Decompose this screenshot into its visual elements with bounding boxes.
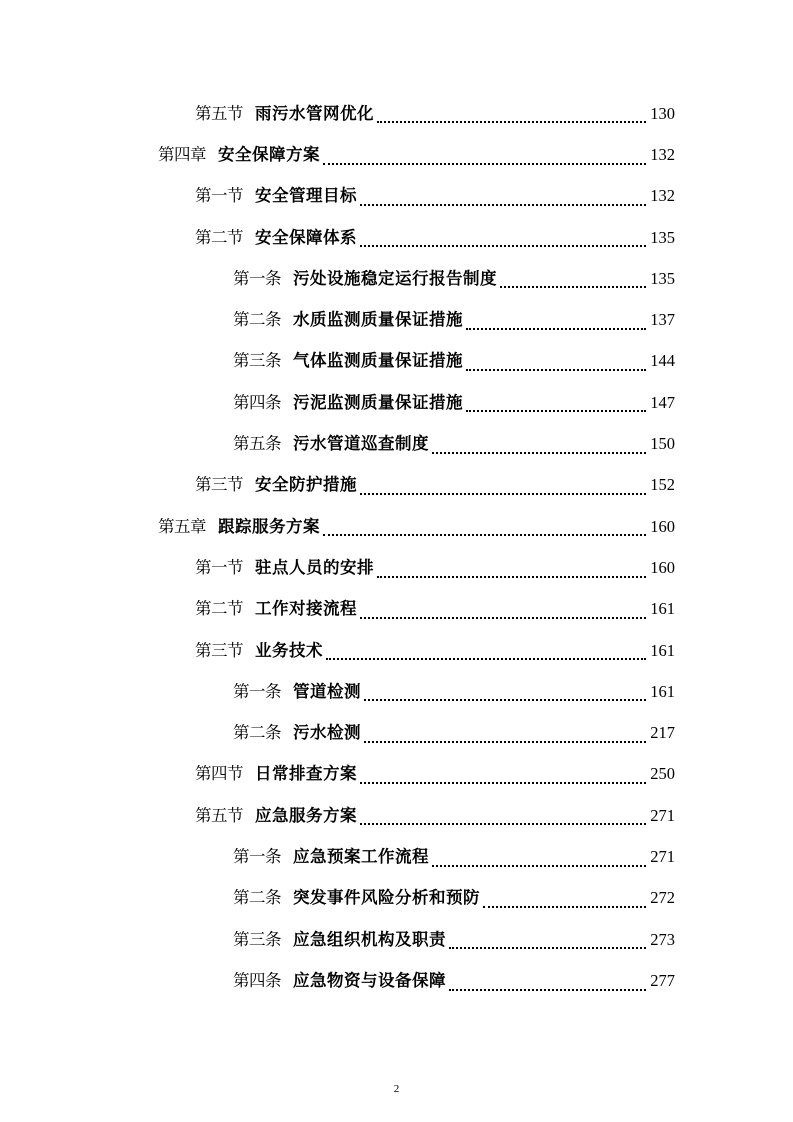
toc-entry-ordinal: 第四节 bbox=[195, 764, 243, 784]
toc-entry-title: 驻点人员的安排 bbox=[255, 557, 374, 577]
toc-entry[interactable] bbox=[0, 299, 793, 340]
toc-entry-title: 安全管理目标 bbox=[255, 186, 357, 206]
page-number: 2 bbox=[393, 1083, 400, 1095]
toc-entry-ordinal: 第二条 bbox=[233, 723, 281, 743]
dot-leader bbox=[483, 905, 646, 908]
toc-entry-page: 150 bbox=[650, 434, 675, 454]
toc-entry-page: 132 bbox=[650, 186, 675, 206]
toc-entry-ordinal: 第四条 bbox=[233, 392, 281, 412]
toc-entry-ordinal: 第三节 bbox=[195, 640, 243, 660]
toc-entry-title: 应急物资与设备保障 bbox=[293, 970, 446, 990]
toc-entry-title: 气体监测质量保证措施 bbox=[293, 351, 463, 371]
dot-leader bbox=[432, 864, 646, 867]
toc-entry-ordinal: 第一条 bbox=[233, 681, 281, 701]
toc-entry-title: 应急服务方案 bbox=[255, 805, 357, 825]
toc-entry[interactable] bbox=[0, 134, 793, 175]
toc-entry-ordinal: 第五节 bbox=[195, 805, 243, 825]
toc-entry[interactable] bbox=[0, 382, 793, 423]
toc-entry-page: 217 bbox=[650, 723, 675, 743]
toc-entry-title: 工作对接流程 bbox=[255, 599, 357, 619]
toc-entry[interactable] bbox=[0, 423, 793, 464]
dot-leader bbox=[466, 409, 646, 412]
toc-entry-page: 132 bbox=[650, 144, 675, 164]
toc-entry-page: 161 bbox=[650, 640, 675, 660]
dot-leader bbox=[377, 120, 646, 123]
toc-entry[interactable] bbox=[0, 795, 793, 836]
toc-entry[interactable] bbox=[0, 341, 793, 382]
toc-entry-ordinal: 第一节 bbox=[195, 186, 243, 206]
dot-leader bbox=[360, 203, 646, 206]
dot-leader bbox=[360, 781, 646, 784]
toc-entry[interactable] bbox=[0, 919, 793, 960]
toc-entry-title: 污水检测 bbox=[293, 723, 361, 743]
dot-leader bbox=[377, 575, 646, 578]
toc-entry-ordinal: 第二条 bbox=[233, 888, 281, 908]
toc-entry-title: 应急预案工作流程 bbox=[293, 846, 429, 866]
toc-entry-page: 161 bbox=[650, 681, 675, 701]
dot-leader bbox=[323, 533, 646, 536]
toc-entry-ordinal: 第五条 bbox=[233, 434, 281, 454]
toc-entry-page: 272 bbox=[650, 888, 675, 908]
toc-entry-page: 271 bbox=[650, 805, 675, 825]
toc-entry-page: 135 bbox=[650, 227, 675, 247]
table-of-contents bbox=[0, 93, 793, 1002]
toc-entry-ordinal: 第五章 bbox=[158, 516, 206, 536]
toc-entry-page: 144 bbox=[650, 351, 675, 371]
toc-entry-ordinal: 第三条 bbox=[233, 929, 281, 949]
toc-entry-page: 250 bbox=[650, 764, 675, 784]
toc-entry-title: 安全保障方案 bbox=[218, 144, 320, 164]
dot-leader bbox=[466, 368, 646, 371]
toc-entry[interactable] bbox=[0, 630, 793, 671]
toc-entry-ordinal: 第一条 bbox=[233, 846, 281, 866]
toc-entry-ordinal: 第四条 bbox=[233, 970, 281, 990]
toc-entry-page: 160 bbox=[650, 557, 675, 577]
toc-entry-title: 跟踪服务方案 bbox=[218, 516, 320, 536]
toc-entry-title: 管道检测 bbox=[293, 681, 361, 701]
dot-leader bbox=[326, 657, 646, 660]
toc-entry-page: 130 bbox=[650, 103, 675, 123]
toc-entry-ordinal: 第二节 bbox=[195, 227, 243, 247]
toc-entry[interactable] bbox=[0, 878, 793, 919]
toc-entry-title: 污泥监测质量保证措施 bbox=[293, 392, 463, 412]
toc-entry[interactable] bbox=[0, 547, 793, 588]
toc-entry-page: 271 bbox=[650, 846, 675, 866]
toc-entry[interactable] bbox=[0, 960, 793, 1001]
toc-entry-page: 135 bbox=[650, 268, 675, 288]
toc-entry-title: 安全保障体系 bbox=[255, 227, 357, 247]
toc-entry-page: 152 bbox=[650, 475, 675, 495]
toc-entry-title: 污水管道巡查制度 bbox=[293, 434, 429, 454]
toc-entry-title: 应急组织机构及职责 bbox=[293, 929, 446, 949]
dot-leader bbox=[364, 698, 646, 701]
dot-leader bbox=[360, 244, 646, 247]
toc-entry-ordinal: 第四章 bbox=[158, 144, 206, 164]
toc-entry-page: 160 bbox=[650, 516, 675, 536]
dot-leader bbox=[449, 988, 646, 991]
dot-leader bbox=[364, 740, 646, 743]
toc-entry[interactable] bbox=[0, 712, 793, 753]
toc-entry[interactable] bbox=[0, 754, 793, 795]
toc-entry[interactable] bbox=[0, 258, 793, 299]
toc-entry-ordinal: 第一节 bbox=[195, 557, 243, 577]
toc-entry-title: 业务技术 bbox=[255, 640, 323, 660]
dot-leader bbox=[360, 616, 646, 619]
toc-entry-ordinal: 第五节 bbox=[195, 103, 243, 123]
toc-entry-page: 161 bbox=[650, 599, 675, 619]
toc-entry-title: 污处设施稳定运行报告制度 bbox=[293, 268, 497, 288]
toc-entry[interactable] bbox=[0, 506, 793, 547]
toc-entry-page: 273 bbox=[650, 929, 675, 949]
toc-entry-title: 安全防护措施 bbox=[255, 475, 357, 495]
toc-entry[interactable] bbox=[0, 671, 793, 712]
toc-entry-ordinal: 第二节 bbox=[195, 599, 243, 619]
toc-entry-ordinal: 第三节 bbox=[195, 475, 243, 495]
toc-entry-ordinal: 第三条 bbox=[233, 351, 281, 371]
toc-entry[interactable] bbox=[0, 93, 793, 134]
toc-entry[interactable] bbox=[0, 836, 793, 877]
toc-entry-ordinal: 第二条 bbox=[233, 310, 281, 330]
toc-entry-page: 137 bbox=[650, 310, 675, 330]
toc-entry[interactable] bbox=[0, 176, 793, 217]
toc-entry-page: 147 bbox=[650, 392, 675, 412]
dot-leader bbox=[323, 162, 646, 165]
toc-entry[interactable] bbox=[0, 217, 793, 258]
toc-entry-title: 日常排查方案 bbox=[255, 764, 357, 784]
toc-entry-title: 突发事件风险分析和预防 bbox=[293, 888, 480, 908]
toc-entry-ordinal: 第一条 bbox=[233, 268, 281, 288]
toc-entry[interactable] bbox=[0, 589, 793, 630]
toc-entry-title: 雨污水管网优化 bbox=[255, 103, 374, 123]
dot-leader bbox=[360, 822, 646, 825]
toc-entry[interactable] bbox=[0, 465, 793, 506]
dot-leader bbox=[466, 327, 646, 330]
toc-entry-page: 277 bbox=[650, 970, 675, 990]
dot-leader bbox=[500, 285, 646, 288]
toc-entry-title: 水质监测质量保证措施 bbox=[293, 310, 463, 330]
dot-leader bbox=[449, 946, 646, 949]
dot-leader bbox=[432, 451, 646, 454]
dot-leader bbox=[360, 492, 646, 495]
